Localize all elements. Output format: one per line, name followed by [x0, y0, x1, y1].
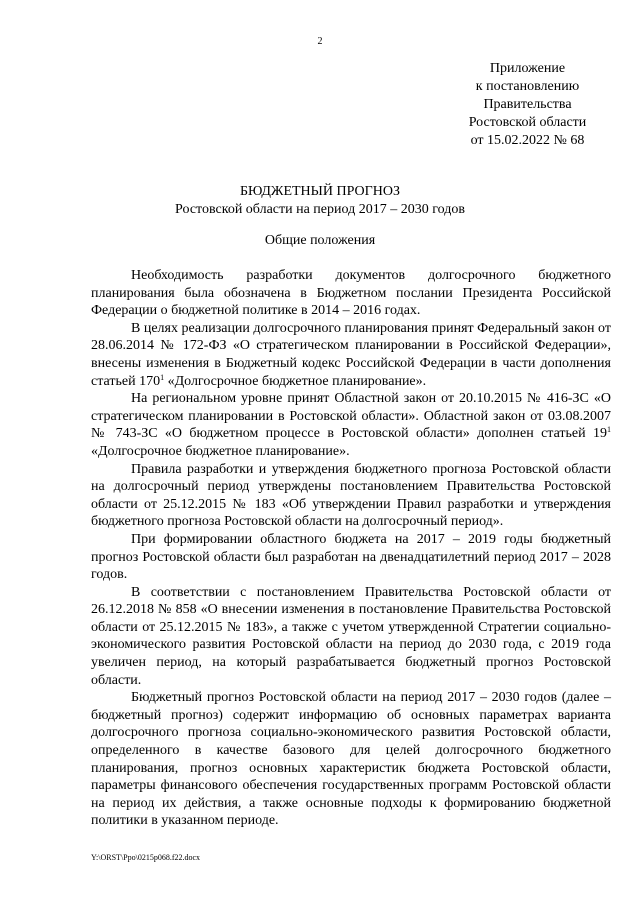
paragraph: [91, 390, 611, 460]
page-number: 2: [317, 36, 323, 47]
appendix-block: [440, 60, 615, 150]
appendix-line: Правительства: [483, 97, 572, 112]
paragraph: [91, 320, 611, 390]
body-text: [91, 267, 611, 830]
appendix-line: от 15.02.2022 № 68: [470, 133, 585, 148]
paragraph-text: «Долгосрочное бюджетное планирование».: [91, 443, 350, 459]
paragraph: Необходимость разработки документов долгосрочного бюджетного планирования была обозначена в Бюджетном послании Президента Российской Федерации о бюджетной политике в 2014 – 2016 годах.: [91, 268, 611, 319]
paragraph: Бюджетный прогноз Ростовской области на период 2017 – 2030 годов (далее – бюджетный прогноз) содержит информацию об основных параметрах варианта долгосрочного прогноза социально-экономического развития Ростовской области, определенного в качестве базового для целей долгосрочного бюджетного планирования, прогноз основных характеристик бюджета Ростовской области, параметры финансового обеспечения государственных программ Ростовской области на период их действия, а также основные подходы к формированию бюджетной политики в указанном периоде.: [91, 690, 611, 829]
section-heading: Общие положения: [264, 233, 376, 248]
paragraph-text: «Долгосрочное бюджетное планирование».: [164, 373, 427, 389]
appendix-line: Приложение: [489, 61, 566, 76]
title-main: БЮДЖЕТНЫЙ ПРОГНОЗ: [239, 184, 400, 199]
paragraph-text: На региональном уровне принят Областной закон от 20.10.2015 № 416-ЗС «О стратегическом планировании в Ростовской области». Областной закон от 03.08.2007 № 743-ЗС «О бюджетном процессе в Ростовской области» дополнен статьей 19: [91, 391, 611, 442]
appendix-line: к постановлению: [475, 79, 580, 94]
superscript: 1: [160, 372, 165, 382]
superscript: 1: [607, 425, 611, 435]
footer-file-path: Y:\ORST\Ppo\0215p068.f22.docx: [91, 853, 201, 862]
paragraph-text: В целях реализации долгосрочного планирования принят Федеральный закон от 28.06.2014 № 172-ФЗ «О стратегическом планировании в Российской Федерации», внесены изменения в Бюджетный кодекс Российской Федерации в части дополнения статьей 170: [91, 320, 611, 389]
paragraph: Правила разработки и утверждения бюджетного прогноза Ростовской области на долгосрочный период утверждены постановлением Правительства Ростовской области от 25.12.2015 № 183 «Об утверждении Правил разработки и утверждения бюджетного прогноза Ростовской области на долгосрочный период».: [91, 461, 611, 530]
appendix-line: Ростовской области: [468, 115, 587, 130]
paragraph: В соответствии с постановлением Правительства Ростовской области от 26.12.2018 № 858 «О внесении изменения в постановление Правительства Ростовской области от 25.12.2015 № 183», а также с учетом утвержденной Стратегии социально-экономического развития Ростовской области на период до 2030 года, с 2019 года увеличен период, на который разрабатывается бюджетный прогноз Ростовской области.: [91, 584, 611, 688]
paragraph: При формировании областного бюджета на 2017 – 2019 годы бюджетный прогноз Ростовской области был разработан на двенадцатилетний период 2017 – 2028 годов.: [91, 531, 611, 583]
title-subtitle: Ростовской области на период 2017 – 2030 годов: [175, 202, 465, 217]
document-title: [0, 183, 640, 219]
